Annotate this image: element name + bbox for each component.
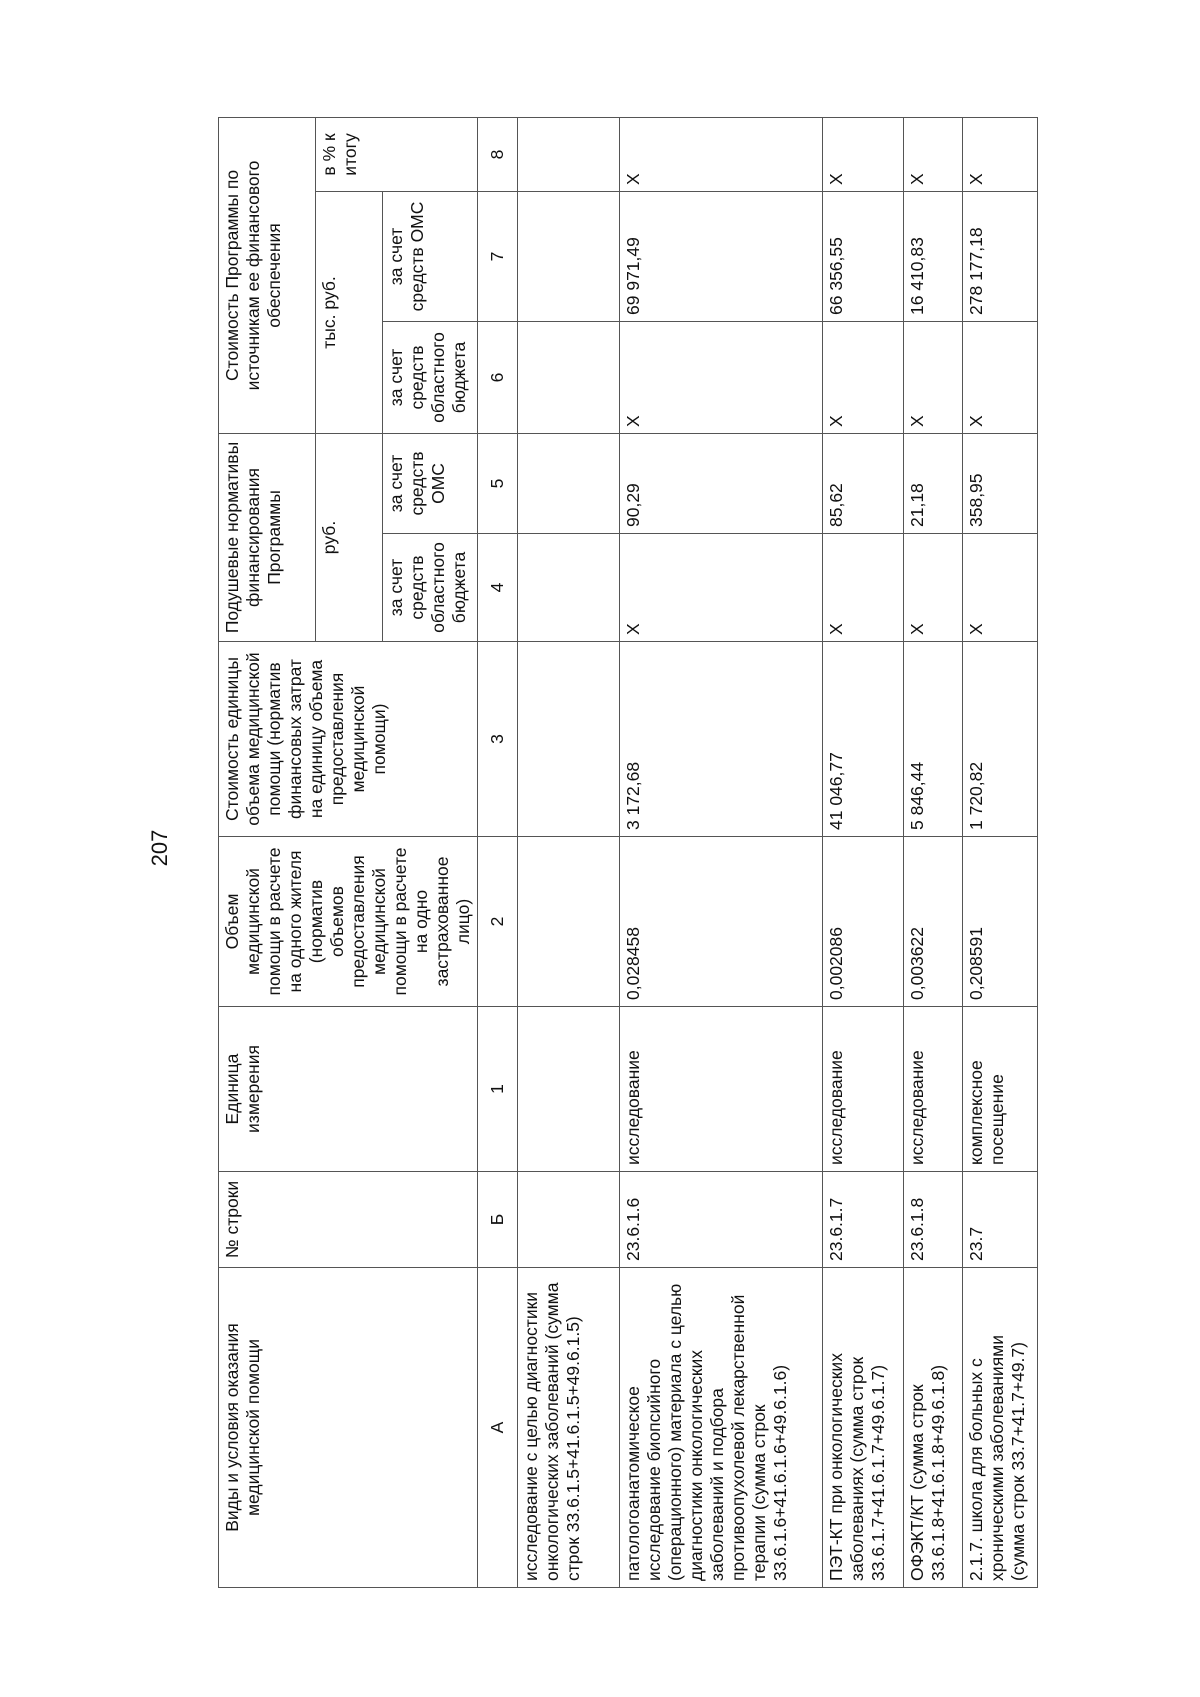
header-volume: Объем медицинской помощи в расчете на одного жителя (норматив объемов предоставления медицинской помощи в расчете на одно застрахованное лицо) bbox=[219, 837, 478, 1007]
cell-volume: 0,028458 bbox=[620, 837, 823, 1007]
header-norms-unit: руб. bbox=[316, 433, 383, 641]
cell-volume: 0,208591 bbox=[963, 837, 1038, 1007]
cell-total-oms: 69 971,49 bbox=[620, 191, 823, 321]
financing-table bbox=[218, 117, 1038, 1588]
cell-row-no bbox=[518, 1172, 620, 1268]
cell-percent: Х bbox=[963, 117, 1038, 191]
cell-norm-budget: Х bbox=[620, 534, 823, 642]
cell-total-budget: Х bbox=[904, 321, 963, 433]
cell-unit: исследование bbox=[904, 1007, 963, 1172]
cell-row-no: 23.7 bbox=[963, 1172, 1038, 1268]
cell-percent: Х bbox=[620, 117, 823, 191]
cell-norm-budget: Х bbox=[904, 534, 963, 642]
column-index: 1 bbox=[478, 1007, 518, 1172]
header-cost: Стоимость единицы объема медицинской помощи (норматив финансовых затрат на единицу объема предоставления медицинской помощи) bbox=[219, 642, 478, 837]
cell-cost bbox=[518, 642, 620, 837]
header-total-percent: в % к итогу bbox=[316, 117, 478, 191]
cell-cost: 5 846,44 bbox=[904, 642, 963, 837]
cell-type: 2.1.7. школа для больных с хроническими заболеваниями (сумма строк 33.7+41.7+49.7) bbox=[963, 1268, 1038, 1588]
cell-unit bbox=[518, 1007, 620, 1172]
cell-norm-budget bbox=[518, 534, 620, 642]
cell-type: ПЭТ-КТ при онкологических заболеваниях (сумма строк 33.6.1.7+41.6.1.7+49.6.1.7) bbox=[823, 1268, 904, 1588]
column-index: 4 bbox=[478, 534, 518, 642]
page-number: 207 bbox=[147, 829, 172, 867]
header-norms-group: Подушевые нормативы финансирования Программы bbox=[219, 433, 316, 641]
cell-volume: 0,003622 bbox=[904, 837, 963, 1007]
cell-cost: 1 720,82 bbox=[963, 642, 1038, 837]
header-row-no: № строки bbox=[219, 1172, 478, 1268]
cell-cost: 3 172,68 bbox=[620, 642, 823, 837]
cell-percent bbox=[518, 117, 620, 191]
cell-norm-oms: 21,18 bbox=[904, 433, 963, 533]
cell-type: ОФЭКТ/КТ (сумма строк 33.6.1.8+41.6.1.8+49.6.1.8) bbox=[904, 1268, 963, 1588]
header-norms-budget: за счет средств областного бюджета bbox=[383, 534, 478, 642]
table-row bbox=[620, 117, 823, 1587]
column-index: 7 bbox=[478, 191, 518, 321]
cell-type: патологоанатомическое исследование биопсийного (операционного) материала с целью диагностики онкологических заболеваний и подбора противоопухолевой лекарственной терапии (сумма строк 33.6.1.6+41.6.1.6+49.6.1.6) bbox=[620, 1268, 823, 1588]
cell-row-no: 23.6.1.8 bbox=[904, 1172, 963, 1268]
table-row bbox=[823, 117, 904, 1587]
header-total-group: Стоимость Программы по источникам ее финансового обеспечения bbox=[219, 117, 316, 433]
cell-volume: 0,002086 bbox=[823, 837, 904, 1007]
cell-total-budget: Х bbox=[823, 321, 904, 433]
cell-type: исследование с целью диагностики онкологических заболеваний (сумма строк 33.6.1.5+41.6.1.5+49.6.1.5) bbox=[518, 1268, 620, 1588]
cell-unit: исследование bbox=[620, 1007, 823, 1172]
column-index-row bbox=[478, 117, 518, 1587]
cell-total-budget: Х bbox=[963, 321, 1038, 433]
cell-total-oms: 16 410,83 bbox=[904, 191, 963, 321]
cell-norm-oms: 358,95 bbox=[963, 433, 1038, 533]
cell-total-budget bbox=[518, 321, 620, 433]
cell-norm-oms bbox=[518, 433, 620, 533]
header-total-unit: тыс. руб. bbox=[316, 191, 383, 433]
cell-norm-oms: 90,29 bbox=[620, 433, 823, 533]
column-index: 6 bbox=[478, 321, 518, 433]
column-index: 8 bbox=[478, 117, 518, 191]
column-index: 2 bbox=[478, 837, 518, 1007]
header-total-oms: за счет средств ОМС bbox=[383, 191, 478, 321]
cell-norm-budget: Х bbox=[823, 534, 904, 642]
cell-volume bbox=[518, 837, 620, 1007]
cell-norm-budget: Х bbox=[963, 534, 1038, 642]
cell-total-budget: Х bbox=[620, 321, 823, 433]
header-row-1 bbox=[219, 117, 316, 1587]
header-unit: Единица измерения bbox=[219, 1007, 478, 1172]
header-norms-oms: за счет средств ОМС bbox=[383, 433, 478, 533]
column-index: А bbox=[478, 1268, 518, 1588]
table-row bbox=[518, 117, 620, 1587]
column-index: 3 bbox=[478, 642, 518, 837]
cell-total-oms: 278 177,18 bbox=[963, 191, 1038, 321]
table-container bbox=[218, 118, 1083, 1588]
cell-percent: Х bbox=[904, 117, 963, 191]
cell-row-no: 23.6.1.7 bbox=[823, 1172, 904, 1268]
cell-percent: Х bbox=[823, 117, 904, 191]
column-index: 5 bbox=[478, 433, 518, 533]
cell-norm-oms: 85,62 bbox=[823, 433, 904, 533]
cell-row-no: 23.6.1.6 bbox=[620, 1172, 823, 1268]
cell-unit: исследование bbox=[823, 1007, 904, 1172]
cell-total-oms: 66 356,55 bbox=[823, 191, 904, 321]
cell-cost: 41 046,77 bbox=[823, 642, 904, 837]
column-index: Б bbox=[478, 1172, 518, 1268]
table-row bbox=[963, 117, 1038, 1587]
cell-total-oms bbox=[518, 191, 620, 321]
table-row bbox=[904, 117, 963, 1587]
header-total-budget: за счет средств областного бюджета bbox=[383, 321, 478, 433]
cell-unit: комплексное посещение bbox=[963, 1007, 1038, 1172]
header-type: Виды и условия оказания медицинской помощи bbox=[219, 1268, 478, 1588]
